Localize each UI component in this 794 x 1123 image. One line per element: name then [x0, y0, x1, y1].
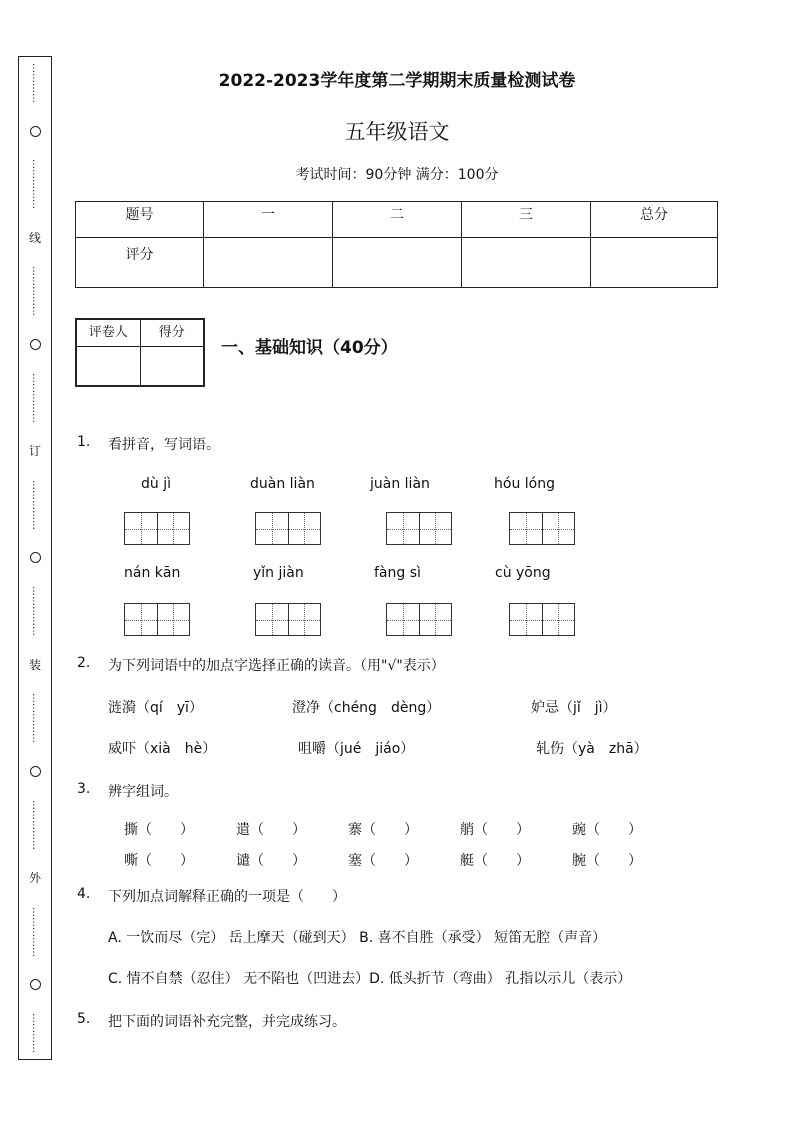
grader-cell[interactable]	[76, 347, 140, 387]
margin-char-zhuang: 装	[28, 657, 41, 672]
exam-subject: 五年级语文	[344, 120, 450, 144]
writing-grid[interactable]	[386, 603, 452, 636]
dotted-line: ……………	[30, 266, 41, 317]
section-title: 一、基础知识（40分）	[221, 338, 398, 358]
writing-grid[interactable]	[509, 512, 575, 545]
question-number: 3.	[77, 781, 91, 797]
word-item: 豌（ ）	[572, 822, 642, 838]
dotted-line: ……………	[30, 799, 41, 850]
dotted-line: …………	[30, 63, 41, 103]
choice-line: C. 情不自禁（忍住） 无不陷也（凹进去）D. 低头折节（弯曲） 孔指以示儿（表示）	[108, 971, 632, 987]
score-cell[interactable]	[204, 238, 333, 288]
score-header-1: 一	[204, 202, 333, 238]
margin-char-wai: 外	[28, 871, 41, 886]
exam-title: 2022-2023学年度第二学期期末质量检测试卷	[218, 71, 576, 91]
question-text: 看拼音，写词语。	[108, 437, 220, 453]
dotted-line: ……………	[30, 906, 41, 957]
pinyin: hóu lóng	[494, 476, 555, 492]
word-item: 艄（ ）	[460, 822, 530, 838]
score-header-2: 二	[333, 202, 462, 238]
grader-box	[75, 318, 205, 387]
question-number: 4.	[77, 886, 91, 902]
word-item: 塞（ ）	[348, 853, 418, 869]
pinyin: yǐn jiàn	[253, 565, 304, 581]
writing-grid[interactable]	[509, 603, 575, 636]
writing-grid[interactable]	[124, 512, 190, 545]
choice-line: A. 一饮而尽（完） 岳上摩天（碰到天） B. 喜不自胜（承受） 短笛无腔（声音）	[108, 930, 607, 946]
pronunciation-item: 涟漪（qí yī）	[108, 700, 203, 716]
circle-mark	[30, 339, 41, 350]
margin-char-ding: 订	[28, 444, 41, 459]
word-item: 嘶（ ）	[124, 853, 194, 869]
circle-mark	[30, 766, 41, 777]
question-text: 下列加点词解释正确的一项是（ ）	[108, 889, 346, 905]
score-table	[75, 201, 718, 288]
pinyin: nán kān	[124, 565, 181, 581]
pronunciation-item: 澄净（chéng dèng）	[292, 700, 441, 716]
score-header-qnum: 题号	[76, 202, 204, 238]
word-item: 遣（ ）	[236, 822, 306, 838]
pinyin: juàn liàn	[370, 476, 430, 492]
circle-mark	[30, 979, 41, 990]
word-item: 腕（ ）	[572, 853, 642, 869]
score-cell[interactable]	[462, 238, 591, 288]
dotted-line: …………	[30, 1012, 41, 1053]
word-item: 寨（ ）	[348, 822, 418, 838]
dotted-line: ……………	[30, 159, 41, 210]
pronunciation-item: 威吓（xià hè）	[108, 741, 217, 757]
grader-label: 评卷人	[76, 319, 140, 347]
pinyin: duàn liàn	[250, 476, 315, 492]
score-row-label: 评分	[76, 238, 204, 288]
writing-grid[interactable]	[255, 512, 321, 545]
question-number: 2.	[77, 655, 91, 671]
pinyin: cù yōng	[495, 565, 551, 581]
grader-score-label: 得分	[140, 319, 204, 347]
grader-score-cell[interactable]	[140, 347, 204, 387]
dotted-line: ……………	[30, 479, 41, 530]
word-item: 艇（ ）	[460, 853, 530, 869]
question-number: 1.	[77, 434, 91, 450]
pinyin: dù jì	[141, 476, 171, 492]
score-header-3: 三	[462, 202, 591, 238]
question-text: 把下面的词语补充完整，并完成练习。	[108, 1014, 346, 1030]
writing-grid[interactable]	[386, 512, 452, 545]
score-cell[interactable]	[591, 238, 718, 288]
score-header-total: 总分	[591, 202, 718, 238]
pronunciation-item: 轧伤（yà zhā）	[536, 741, 648, 757]
writing-grid[interactable]	[255, 603, 321, 636]
score-cell[interactable]	[333, 238, 462, 288]
pronunciation-item: 咀嚼（jué jiáo）	[298, 741, 415, 757]
question-number: 5.	[77, 1011, 91, 1027]
dotted-line: ……………	[30, 693, 41, 744]
dotted-line: ……………	[30, 372, 41, 423]
circle-mark	[30, 552, 41, 563]
question-text: 辨字组词。	[108, 784, 178, 800]
pronunciation-item: 妒忌（jǐ jì）	[531, 700, 617, 716]
question-text: 为下列词语中的加点字选择正确的读音。（用"√"表示）	[108, 658, 445, 674]
dotted-line: ……………	[30, 586, 41, 637]
word-item: 撕（ ）	[124, 822, 194, 838]
binding-margin	[18, 56, 52, 1060]
pinyin: fàng sì	[374, 565, 421, 581]
margin-char-xian: 线	[28, 230, 41, 245]
word-item: 谴（ ）	[236, 853, 306, 869]
exam-info: 考试时间：90分钟 满分：100分	[295, 167, 499, 183]
writing-grid[interactable]	[124, 603, 190, 636]
